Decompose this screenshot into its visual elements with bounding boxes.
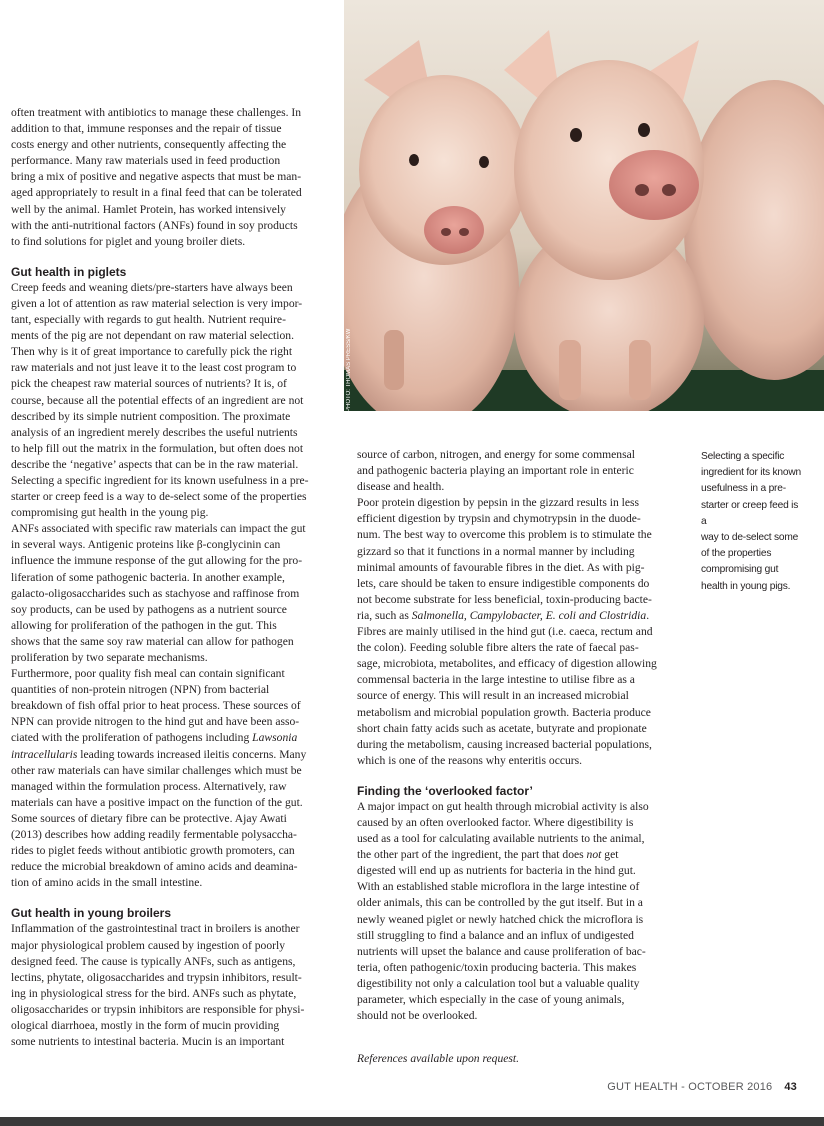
text-line: get [601,848,619,862]
text-line: in several ways. Antigenic proteins like β-conglycinin can [11,538,281,552]
text-line: some nutrients to intestinal bacteria. Mucin is an important [11,1035,285,1049]
text-line: during the metabolism, causing increased bacterial populations, [357,737,652,751]
overlooked-paragraph [357,799,684,1024]
text-line: not become substrate for less beneficial, toxin-producing bacte- [357,592,652,606]
text-line: . [646,608,650,622]
text-line: tion of amino acids in the small intestine. [11,876,203,890]
text-line: given a lot of attention as raw material selection is very impor- [11,296,303,310]
photo-credit: PHOTO: THOMAS PRESS/KW [346,328,352,412]
text-line: shows that the same soy raw material can allow for pathogen [11,634,294,648]
text-line: reduce the microbial breakdown of amino acids and deamina- [11,860,298,874]
middle-column [357,447,684,1024]
fibre-paragraph [357,624,684,769]
text-line: managed within the formulation process. Alternatively, raw [11,779,287,793]
piglets-photo [344,0,824,411]
pull-quote-line: health in young pigs. [701,580,791,592]
text-line: caused by an often overlooked factor. Where digestibility is [357,815,634,829]
text-line: newly weaned piglet or newly hatched chick the microflora is [357,912,644,926]
pull-quote-line: starter or creep feed is a [701,499,799,527]
text-line: used as a tool for calculating available nutrients to the animal, [357,832,645,846]
pull-quote-line: usefulness in a pre- [701,483,786,495]
text-line: liferation of some pathogenic bacteria. In another example, [11,570,285,584]
page-footer [607,1081,797,1093]
text-line: often treatment with antibiotics to manage these challenges. In [11,106,302,119]
text-line: Fibres are mainly utilised in the hind gut (i.e. caeca, rectum and [357,625,653,639]
text-line: Selecting a specific ingredient for its known usefulness in a pre- [11,473,309,487]
text-line: Poor protein digestion by pepsin in the gizzard results in less [357,496,640,510]
pull-quote-line: compromising gut [701,564,779,576]
text-line: still struggling to find a balance and an influx of undigested [357,928,634,942]
text-line: designed feed. The cause is typically ANFs, such as antigens, [11,954,296,968]
broilers-paragraph [11,921,334,1050]
text-line: gizzard so that it functions in a normal manner by including [357,544,635,558]
text-line: costs energy and other nutrients, consequently affecting the [11,138,287,152]
text-line: ria, such as [357,608,412,622]
text-line: quantities of non-protein nitrogen (NPN) from bacterial [11,683,270,697]
text-line: minimal amounts of favourable fibres in the diet. As with pig- [357,560,645,574]
bacteria-names: Salmonella, Campylobacter, E. coli and Clostridia [411,608,647,622]
text-line: and pathogenic bacteria playing an important role in enteric [357,464,634,478]
text-line: A major impact on gut health through microbial activity is also [357,799,649,813]
left-column [11,105,334,1050]
text-line: sage, microbiota, metabolites, and efficacy of digestion allowing [357,657,657,671]
text-line: the colon). Feeding soluble fibre alters the rate of faecal pas- [357,641,639,655]
text-line: ciated with the proliferation of pathogens including [11,731,253,745]
piglets-paragraph-3 [11,666,334,891]
text-line: short chain fatty acids such as acetate, butyrate and propionate [357,721,647,735]
text-line: aged appropriately to result in a final feed that can be tolerated [11,186,302,200]
text-line: ing in physiological stress for the bird. ANFs such as phytate, [11,986,297,1000]
pull-quote-line: of the properties [701,548,772,560]
pull-quote-line: way to de-select some [701,532,799,544]
text-line: compromising gut health in the young pig. [11,506,209,520]
text-line: parameter, which especially in the case of young animals, [357,993,625,1006]
pull-quote-line: ingredient for its known [701,467,801,479]
text-line: the other part of the ingredient, the part that does [357,848,587,862]
text-line: with the anti-nutritional factors (ANFs) found in soy products [11,218,298,232]
text-line: Creep feeds and weaning diets/pre-starters have always been [11,280,293,294]
text-line: influence the immune response of the gut allowing for the pro- [11,554,303,568]
mucin-paragraph [357,447,684,495]
emphasis: not [586,848,602,862]
species-name: Lawsonia [252,731,298,745]
text-line: soy products, can be used by pathogens as a nutrient source [11,602,287,616]
text-line: other raw materials can have similar challenges which must be [11,763,302,777]
text-line: teria, often pathogenic/toxin producing bacteria. This makes [357,960,637,974]
text-line: nutrients will upset the balance and cause proliferation of bac- [357,944,646,958]
text-line: materials can have a positive impact on the function of the gut. [11,795,303,809]
heading-gut-health-broilers: Gut health in young broilers [11,906,172,921]
text-line: oligosaccharides or trypsin inhibitors are responsible for physi- [11,1002,305,1016]
text-line: galacto-oligosaccharides such as stachyose and raffinose from [11,586,300,600]
pull-quote [701,449,804,595]
text-line: major physiological problem caused by ingestion of poorly [11,938,286,952]
text-line: num. The best way to overcome this problem is to stimulate the [357,528,652,542]
text-line: metabolism and microbial population growth. Bacteria produce [357,705,651,719]
text-line: rides to piglet feeds without antibiotic growth promoters, can [11,844,295,858]
text-line: to help fill out the matrix in the formulation, but often does not [11,441,304,455]
text-line: source of energy. This will result in an increased microbial [357,689,629,703]
text-line: (2013) describes how adding readily fermentable polysaccha- [11,828,297,842]
text-line: performance. Many raw materials used in feed production [11,154,281,168]
text-line: source of carbon, nitrogen, and energy for some commensal [357,448,635,461]
text-line: lets, care should be taken to ensure indigestible components do [357,576,650,590]
text-line: tant, especially with regards to gut health. Nutrient require- [11,313,286,327]
pull-quote-line: Selecting a specific [701,451,785,462]
text-line: lectins, phytate, oligosaccharides and trypsin inhibitors, result- [11,970,302,984]
text-line: Furthermore, poor quality fish meal can contain significant [11,667,285,681]
text-line: digestibility not only a calculation tool but a valuable quality [357,976,640,990]
text-line: NPN can provide nitrogen to the hind gut and have been asso- [11,715,300,729]
text-line: describe the ‘negative’ aspects that can be in the raw material. [11,457,299,471]
text-line: ological diarrhoea, mostly in the form of mucin providing [11,1018,280,1032]
text-line: Some sources of dietary fibre can be protective. Ajay Awati [11,811,287,825]
text-line: course, because all the potential effects of an ingredient are not [11,393,304,407]
text-line: commensal bacteria in the large intestine to utilise fibre as a [357,673,635,687]
text-line: leading towards increased ileitis concerns. Many [77,747,307,761]
text-line: starter or creep feed is a way to de-select some of the properties [11,490,307,504]
references-note: References available upon request. [357,1052,520,1065]
text-line: addition to that, immune responses and the repair of tissue [11,122,282,136]
heading-overlooked-factor: Finding the ‘overlooked factor’ [357,783,533,798]
text-line: ments of the pig are not dependant on raw material selection. [11,329,294,343]
text-line: older animals, this can be controlled by the gut itself. But in a [357,896,643,910]
text-line: analysis of an ingredient merely describes the useful nutrients [11,425,298,439]
text-line: proliferation by two separate mechanisms. [11,651,208,664]
piglets-paragraph-1 [11,280,334,521]
piglets-paragraph-2 [11,521,334,666]
heading-gut-health-piglets: Gut health in piglets [11,264,127,279]
text-line: well by the animal. Hamlet Protein, has worked intensively [11,202,286,216]
text-line: allowing for proliferation of the pathogen in the gut. This [11,618,277,632]
text-line: ANFs associated with specific raw materials can impact the gut [11,522,306,536]
text-line: digested will end up as nutrients for bacteria in the hind gut. [357,864,636,878]
text-line: pick the cheapest raw material sources of nutrients? It is, of [11,377,287,391]
protein-digestion-paragraph [357,495,684,624]
text-line: Inflammation of the gastrointestinal tract in broilers is another [11,922,300,936]
species-name: intracellularis [11,747,78,761]
text-line: efficient digestion by trypsin and chymotrypsin in the duode- [357,512,641,526]
text-line: With an established stable microflora in the large intestine of [357,880,640,894]
text-line: described by its simple nutrient composition. The proximate [11,409,291,423]
text-line: which is one of the reasons why enteritis occurs. [357,753,583,767]
page-number: 43 [784,1081,797,1093]
text-line: to find solutions for piglet and young broiler diets. [11,234,246,248]
text-line: raw materials and not just leave it to the least cost program to [11,361,297,375]
bottom-bar [0,1117,824,1126]
text-line: bring a mix of positive and negative aspects that must be man- [11,170,302,184]
text-line: Then why is it of great importance to carefully pick the right [11,345,293,359]
text-line: disease and health. [357,480,445,494]
footer-section: GUT HEALTH - OCTOBER 2016 [607,1081,773,1093]
text-line: should not be overlooked. [357,1009,478,1023]
text-line: breakdown of fish offal prior to heat process. These sources of [11,699,301,713]
intro-paragraph [11,105,334,250]
